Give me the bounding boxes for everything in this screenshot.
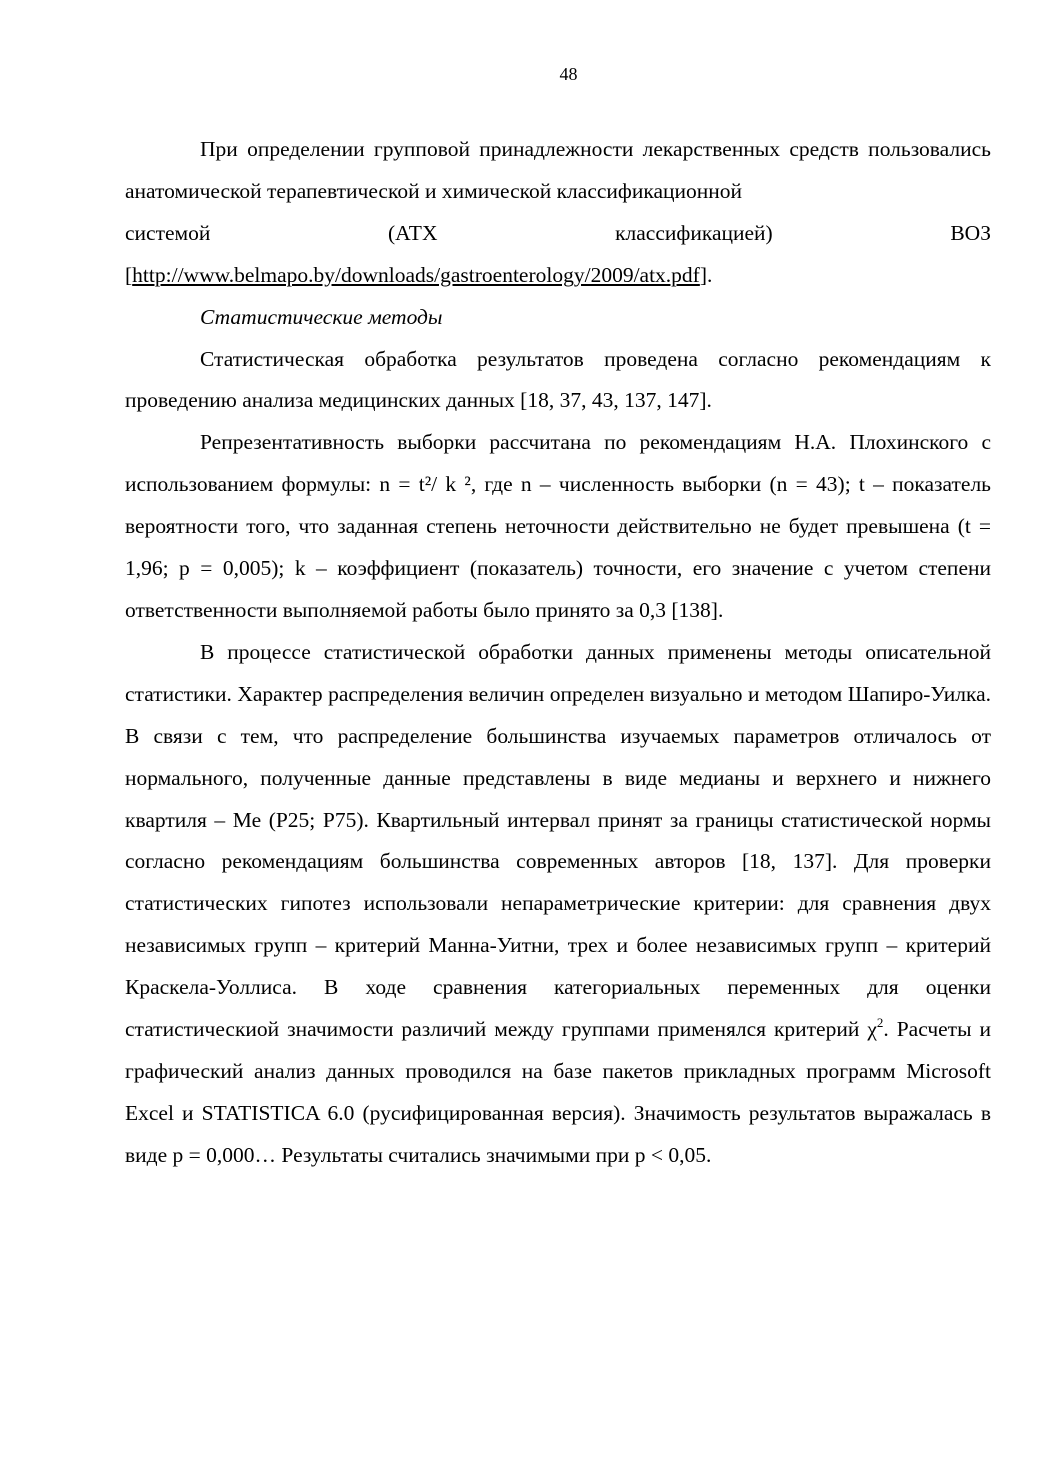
methods-text-part1: В процессе статистической обработки данных применены методы описательной статистики. Характер распределения величин определен визуально и методом Шапиро-Уилка. В связи с тем, что распределение большинства изучаемых параметров отличалось от нормального, полученные данные представлены в виде медианы и верхнего и нижнего квартиля – Ме (Р25; Р75). Квартильный интервал принят за границы статистической нормы согласно рекомендациям большинства современных авторов [18, 137]. Для проверки статистических гипотез использовали непараметрические критерии: для сравнения двух независимых групп – критерий Манна-Уитни, трех и более независимых групп – критерий Краскела-Уоллиса. В ходе сравнения категориальных переменных для оценки статистическиой значимости различий между группами применялся критерий [125, 639, 991, 1042]
chi-square-symbol: χ [867, 1017, 877, 1042]
paragraph-statistical-processing: Статистическая обработка результатов проведена согласно рекомендациям к проведению анализа медицинских данных [18, 37, 43, 137, 147]. [125, 346, 991, 413]
paragraph-methods [125, 632, 991, 1177]
word-sistemoy: системой [125, 220, 211, 245]
chi-square-exponent: 2 [876, 1015, 884, 1031]
methods-text-part2: . Расчеты и графический анализ данных проводился на базе пакетов прикладных программ Microsoft Excel и STATISTICA 6.0 (русифицированная версия). Значимость результатов выражалась в виде р = 0,000… Результаты считались значимыми при р < 0,05. [125, 1017, 991, 1167]
bracket-close: ]. [699, 262, 713, 287]
atx-link[interactable]: http://www.belmapo.by/downloads/gastroenterology/2009/atx.pdf [132, 262, 700, 287]
word-klassifikatsiey: классификацией) [615, 220, 773, 245]
reference-line [125, 255, 991, 297]
paragraph-classification: При определении групповой принадлежности лекарственных средств пользовались анатомической терапевтической и химической классификационной [125, 137, 991, 203]
page-number: 48 [559, 64, 578, 84]
section-subheading: Статистические методы [200, 304, 443, 329]
paragraph-classification-spread-line [125, 213, 991, 255]
word-atx: (АТХ [388, 220, 438, 245]
word-voz: ВОЗ [950, 220, 991, 245]
document-body [125, 129, 991, 1177]
paragraph-representativeness: Репрезентативность выборки рассчитана по рекомендациям Н.А. Плохинского с использованием формулы: n = t²/ k ², где n – численность выборки (n = 43); t – показатель вероятности того, что заданная степень неточности действительно не будет превышена (t = 1,96; p = 0,005); k – коэффициент (показатель) точности, его значение с учетом степени ответственности выполняемой работы было принято за 0,3 [138]. [125, 430, 991, 622]
bracket-open: [ [125, 262, 133, 287]
